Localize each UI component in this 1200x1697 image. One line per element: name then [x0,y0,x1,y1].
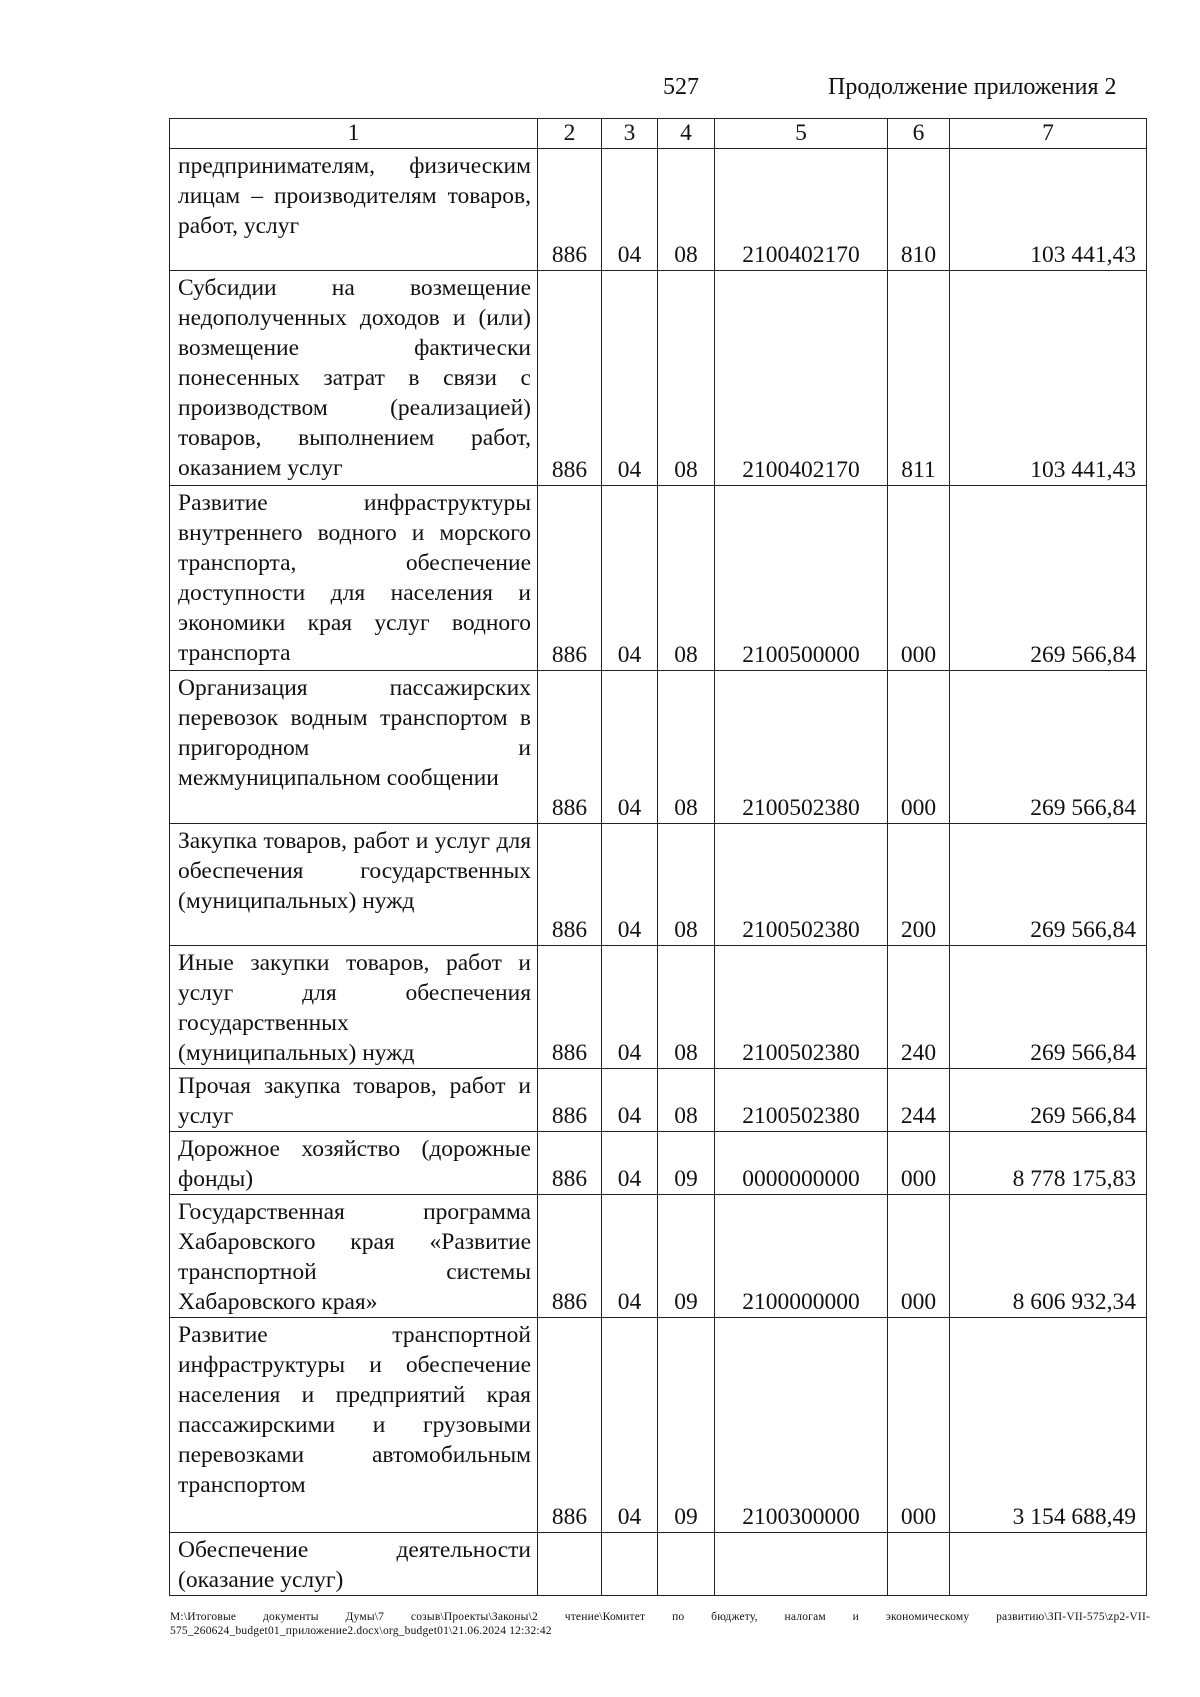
cell-expense-type: 200 [888,824,950,946]
column-header: 7 [950,119,1147,149]
table-row [170,1069,1147,1132]
table-row [170,1533,1147,1596]
table-row [170,671,1147,824]
cell-amount [950,1533,1147,1596]
cell-subsection: 09 [658,1132,715,1195]
cell-amount: 8 606 932,34 [950,1195,1147,1318]
cell-code: 886 [538,486,602,671]
row-name-text: предпринимателям, физическим лицам – производителям товаров, работ, услуг [178,153,531,239]
cell-target: 2100502380 [715,824,888,946]
cell-expense-type: 000 [888,1132,950,1195]
cell-expense-type: 811 [888,271,950,486]
cell-subsection: 08 [658,946,715,1069]
cell-section: 04 [602,1195,658,1318]
cell-section: 04 [602,149,658,271]
cell-section: 04 [602,271,658,486]
cell-target [715,1533,888,1596]
column-header: 3 [602,119,658,149]
column-header: 1 [170,119,538,149]
row-name [170,946,538,1069]
cell-amount: 269 566,84 [950,486,1147,671]
cell-code: 886 [538,1132,602,1195]
row-name [170,1533,538,1596]
cell-code: 886 [538,271,602,486]
table-row [170,1318,1147,1533]
table-row [170,271,1147,486]
cell-subsection: 08 [658,824,715,946]
column-header: 4 [658,119,715,149]
cell-amount: 8 778 175,83 [950,1132,1147,1195]
table-row [170,824,1147,946]
cell-subsection: 09 [658,1318,715,1533]
row-name [170,1318,538,1533]
row-name-text: Развитие транспортной инфраструктуры и обеспечение населения и предприятий края пассажирскими и грузовыми перевозками автомобильным транспортом [178,1322,531,1498]
cell-expense-type: 000 [888,1318,950,1533]
cell-code: 886 [538,824,602,946]
table-row [170,149,1147,271]
continuation-label: Продолжение приложения 2 [828,74,1117,100]
cell-section: 04 [602,824,658,946]
cell-subsection: 09 [658,1195,715,1318]
table-header-row [170,119,1147,149]
cell-subsection: 08 [658,271,715,486]
row-name [170,486,538,671]
cell-amount: 3 154 688,49 [950,1318,1147,1533]
cell-section: 04 [602,1318,658,1533]
cell-section: 04 [602,1132,658,1195]
cell-expense-type: 000 [888,1195,950,1318]
row-name [170,824,538,946]
column-header: 5 [715,119,888,149]
cell-subsection: 08 [658,1069,715,1132]
row-name-text: Дорожное хозяйство (дорожные фонды) [178,1136,531,1192]
row-name [170,1069,538,1132]
cell-subsection [658,1533,715,1596]
cell-expense-type: 000 [888,671,950,824]
table-row [170,946,1147,1069]
row-name-text: Закупка товаров, работ и услуг для обеспечения государственных (муниципальных) нужд [178,828,531,914]
cell-code: 886 [538,1069,602,1132]
cell-amount: 103 441,43 [950,149,1147,271]
row-name-text: Прочая закупка товаров, работ и услуг [178,1073,531,1129]
cell-target: 2100300000 [715,1318,888,1533]
file-path-footer: M:\Итоговые документы Думы\7 созыв\Проекты\Законы\2 чтение\Комитет по бюджету, налогам и экономическому развитию\ЗП-VII-575\zp2-VII-575_260624_budget01_приложение2.docx\org_budget01\21.06.2024 12:32:42 [170,1611,1150,1637]
cell-section: 04 [602,1069,658,1132]
cell-code: 886 [538,671,602,824]
cell-target: 2100402170 [715,271,888,486]
cell-amount: 269 566,84 [950,1069,1147,1132]
cell-section [602,1533,658,1596]
cell-amount: 269 566,84 [950,671,1147,824]
cell-amount: 269 566,84 [950,946,1147,1069]
row-name [170,671,538,824]
column-header: 6 [888,119,950,149]
cell-section: 04 [602,486,658,671]
cell-expense-type: 244 [888,1069,950,1132]
cell-target: 2100000000 [715,1195,888,1318]
row-name-text: Обеспечение деятельности (оказание услуг) [178,1537,531,1593]
cell-subsection: 08 [658,149,715,271]
cell-target: 2100500000 [715,486,888,671]
cell-subsection: 08 [658,671,715,824]
row-name-text: Организация пассажирских перевозок водным транспортом в пригородном и межмуниципальном сообщении [178,675,531,791]
cell-amount: 103 441,43 [950,271,1147,486]
row-name-text: Субсидии на возмещение недополученных доходов и (или) возмещение фактически понесенных затрат в связи с производством (реализацией) товаров, выполнением работ, оказанием услуг [178,275,531,481]
row-name-text: Государственная программа Хабаровского края «Развитие транспортной системы Хабаровского края» [178,1199,531,1315]
row-name-text: Развитие инфраструктуры внутреннего водного и морского транспорта, обеспечение доступности для населения и экономики края услуг водного транспорта [178,490,531,666]
cell-target: 2100502380 [715,946,888,1069]
row-name [170,149,538,271]
table-row [170,1195,1147,1318]
page-number: 527 [663,74,699,100]
cell-subsection: 08 [658,486,715,671]
row-name [170,1132,538,1195]
cell-code: 886 [538,149,602,271]
cell-section: 04 [602,671,658,824]
cell-expense-type [888,1533,950,1596]
cell-target: 2100502380 [715,671,888,824]
cell-amount: 269 566,84 [950,824,1147,946]
row-name-text: Иные закупки товаров, работ и услуг для обеспечения государственных (муниципальных) нужд [178,950,531,1066]
cell-code: 886 [538,1195,602,1318]
column-header: 2 [538,119,602,149]
cell-code: 886 [538,1318,602,1533]
cell-expense-type: 000 [888,486,950,671]
cell-target: 0000000000 [715,1132,888,1195]
cell-expense-type: 240 [888,946,950,1069]
cell-code [538,1533,602,1596]
table-row [170,486,1147,671]
cell-target: 2100402170 [715,149,888,271]
row-name [170,1195,538,1318]
cell-section: 04 [602,946,658,1069]
budget-table [169,118,1147,1596]
row-name [170,271,538,486]
cell-code: 886 [538,946,602,1069]
cell-target: 2100502380 [715,1069,888,1132]
cell-expense-type: 810 [888,149,950,271]
table-row [170,1132,1147,1195]
